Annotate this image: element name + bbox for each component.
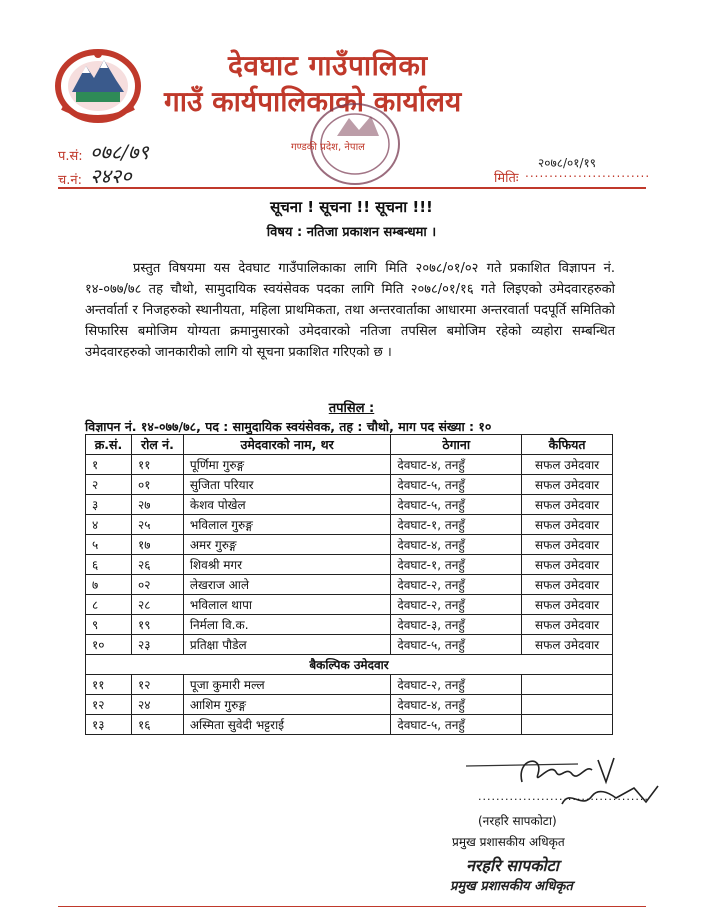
office-round-stamp bbox=[287, 100, 407, 188]
table-row bbox=[86, 515, 613, 535]
table-row bbox=[86, 475, 613, 495]
cell-name: शिवश्री मगर bbox=[183, 555, 390, 575]
cell-address: देवघाट-४, तनहुँ bbox=[391, 695, 522, 715]
cell-roll: २३ bbox=[131, 635, 183, 655]
cell-serial: ५ bbox=[86, 535, 132, 555]
cell-name: प्रतिक्षा पौडेल bbox=[183, 635, 390, 655]
table-row bbox=[86, 595, 613, 615]
cell-roll: १२ bbox=[131, 675, 183, 695]
cell-remarks bbox=[522, 675, 613, 695]
cell-roll: ०२ bbox=[131, 575, 183, 595]
cell-roll: २८ bbox=[131, 595, 183, 615]
table-row bbox=[86, 635, 613, 655]
cell-name: पूर्णिमा गुरुङ्ग bbox=[183, 455, 390, 475]
cell-remarks: सफल उमेदवार bbox=[522, 595, 613, 615]
cell-remarks: सफल उमेदवार bbox=[522, 515, 613, 535]
table-row bbox=[86, 575, 613, 595]
cell-serial: २ bbox=[86, 475, 132, 495]
cell-remarks: सफल उमेदवार bbox=[522, 615, 613, 635]
cell-name: निर्मला वि.क. bbox=[183, 615, 390, 635]
cell-remarks: सफल उमेदवार bbox=[522, 575, 613, 595]
cell-serial: ७ bbox=[86, 575, 132, 595]
cell-remarks: सफल उमेदवार bbox=[522, 635, 613, 655]
table-row bbox=[86, 455, 613, 475]
cell-roll: २६ bbox=[131, 555, 183, 575]
cell-address: देवघाट-२, तनहुँ bbox=[391, 675, 522, 695]
cell-serial: १३ bbox=[86, 715, 132, 735]
cell-remarks: सफल उमेदवार bbox=[522, 495, 613, 515]
cell-name: लेखराज आले bbox=[183, 575, 390, 595]
table-row bbox=[86, 675, 613, 695]
nepal-emblem-logo bbox=[52, 46, 144, 124]
results-table bbox=[85, 434, 613, 735]
dispatch-number-label: च.नं: bbox=[58, 173, 82, 188]
col-header-address: ठेगाना bbox=[391, 435, 522, 455]
cell-name: सुजिता परियार bbox=[183, 475, 390, 495]
cell-serial: ३ bbox=[86, 495, 132, 515]
date-dotted-line: .......................... bbox=[525, 166, 651, 180]
cell-name: आशिम गुरुङ्ग bbox=[183, 695, 390, 715]
alternate-heading-row bbox=[86, 655, 613, 675]
cell-remarks bbox=[522, 695, 613, 715]
table-row bbox=[86, 555, 613, 575]
cell-roll: ०१ bbox=[131, 475, 183, 495]
cell-name: भविलाल थापा bbox=[183, 595, 390, 615]
notice-subject: विषय : नतिजा प्रकाशन सम्बन्धमा । bbox=[266, 225, 437, 240]
col-header-name: उमेदवारको नाम, थर bbox=[183, 435, 390, 455]
cell-roll: १७ bbox=[131, 535, 183, 555]
cell-roll: ११ bbox=[131, 455, 183, 475]
letterhead-divider bbox=[58, 187, 646, 189]
letter-number-value: ०७८/७९ bbox=[90, 140, 149, 164]
cell-serial: १ bbox=[86, 455, 132, 475]
cell-serial: ४ bbox=[86, 515, 132, 535]
table-row bbox=[86, 715, 613, 735]
table-header-row bbox=[86, 435, 613, 455]
stamp-label: गण्डकी प्रदेश, नेपाल bbox=[291, 142, 365, 153]
cell-address: देवघाट-५, तनहुँ bbox=[391, 475, 522, 495]
cell-remarks bbox=[522, 715, 613, 735]
notice-heading: सूचना ! सूचना !! सूचना !!! bbox=[270, 198, 433, 216]
cell-serial: १२ bbox=[86, 695, 132, 715]
cell-address: देवघाट-५, तनहुँ bbox=[391, 495, 522, 515]
footer-divider bbox=[58, 906, 646, 907]
advertisement-line: विज्ञापन नं. १४-०७७/७८, पद : सामुदायिक स्वयंसेवक, तह : चौथो, माग पद संख्या : १० bbox=[85, 419, 492, 434]
alternate-candidates-heading: बैकल्पिक उमेदवार bbox=[86, 655, 613, 675]
cell-remarks: सफल उमेदवार bbox=[522, 455, 613, 475]
signature-dotted-line: ...................................... bbox=[478, 790, 649, 803]
handwritten-signature bbox=[458, 752, 668, 814]
cell-serial: १० bbox=[86, 635, 132, 655]
table-row bbox=[86, 535, 613, 555]
letter-number-label: प.सं: bbox=[58, 149, 83, 164]
date-label: मितिः bbox=[494, 171, 519, 186]
signatory-name: (नरहरि सापकोटा) bbox=[478, 814, 557, 828]
cell-serial: ९ bbox=[86, 615, 132, 635]
office-title-line2: गाउँ कार्यपालिकाको कार्यालय bbox=[164, 85, 462, 118]
cell-address: देवघाट-४, तनहुँ bbox=[391, 455, 522, 475]
cell-roll: २७ bbox=[131, 495, 183, 515]
cell-address: देवघाट-५, तनहुँ bbox=[391, 635, 522, 655]
cell-roll: २४ bbox=[131, 695, 183, 715]
cell-serial: ८ bbox=[86, 595, 132, 615]
cell-roll: १९ bbox=[131, 615, 183, 635]
notice-body bbox=[85, 258, 615, 363]
cell-remarks: सफल उमेदवार bbox=[522, 535, 613, 555]
col-header-serial: क्र.सं. bbox=[86, 435, 132, 455]
cell-name: केशव पोखेल bbox=[183, 495, 390, 515]
cell-serial: ६ bbox=[86, 555, 132, 575]
cell-roll: १६ bbox=[131, 715, 183, 735]
date-value: २०७८/०१/१९ bbox=[538, 156, 597, 170]
cell-address: देवघाट-२, तनहुँ bbox=[391, 575, 522, 595]
table-row bbox=[86, 695, 613, 715]
table-row bbox=[86, 615, 613, 635]
designation-stamp: प्रमुख प्रशासकीय अधिकृत bbox=[450, 879, 573, 894]
cell-name: अमर गुरुङ्ग bbox=[183, 535, 390, 555]
cell-address: देवघाट-२, तनहुँ bbox=[391, 595, 522, 615]
cell-address: देवघाट-३, तनहुँ bbox=[391, 615, 522, 635]
cell-remarks: सफल उमेदवार bbox=[522, 555, 613, 575]
cell-serial: ११ bbox=[86, 675, 132, 695]
cell-address: देवघाट-१, तनहुँ bbox=[391, 555, 522, 575]
signatory-designation: प्रमुख प्रशासकीय अधिकृत bbox=[452, 835, 565, 849]
cell-remarks: सफल उमेदवार bbox=[522, 475, 613, 495]
table-row bbox=[86, 495, 613, 515]
cell-address: देवघाट-१, तनहुँ bbox=[391, 515, 522, 535]
col-header-remarks: कैफियत bbox=[522, 435, 613, 455]
name-stamp: नरहरि सापकोटा bbox=[466, 856, 559, 875]
cell-name: अस्मिता सुवेदी भट्टराई bbox=[183, 715, 390, 735]
cell-address: देवघाट-४, तनहुँ bbox=[391, 535, 522, 555]
dispatch-number-value: २४२० bbox=[90, 164, 132, 188]
details-heading: तपसिल : bbox=[328, 401, 375, 416]
notice-body-paragraph: प्रस्तुत विषयमा यस देवघाट गाउँपालिकाका लागि मिति २०७८/०१/०२ गते प्रकाशित विज्ञापन नं. १४-०७७/७८ तह चौथो, सामुदायिक स्वयंसेवक पदका लागि मिति २०७८/०१/१६ गते लिइएको उमेदवारहरुको अन्तर्वार्ता र निजहरुको स्थानीयता, महिला प्राथमिकता, तथा अन्तरवार्ताका आधारमा अन्तरवार्ता पदपूर्ति समितिको सिफारिस बमोजिम योग्यता क्रमानुसारको उमेदवारको नतिजा तपसिल बमोजिम रहेको व्यहोरा सम्बन्धित उमेदवारहरुको जानकारीको लागि यो सूचना प्रकाशित गरिएको छ । bbox=[85, 261, 615, 360]
cell-address: देवघाट-५, तनहुँ bbox=[391, 715, 522, 735]
cell-name: भविलाल गुरुङ्ग bbox=[183, 515, 390, 535]
cell-name: पूजा कुमारी मल्ल bbox=[183, 675, 390, 695]
col-header-roll: रोल नं. bbox=[131, 435, 183, 455]
cell-roll: २५ bbox=[131, 515, 183, 535]
office-title-line1: देवघाट गाउँपालिका bbox=[228, 49, 428, 82]
